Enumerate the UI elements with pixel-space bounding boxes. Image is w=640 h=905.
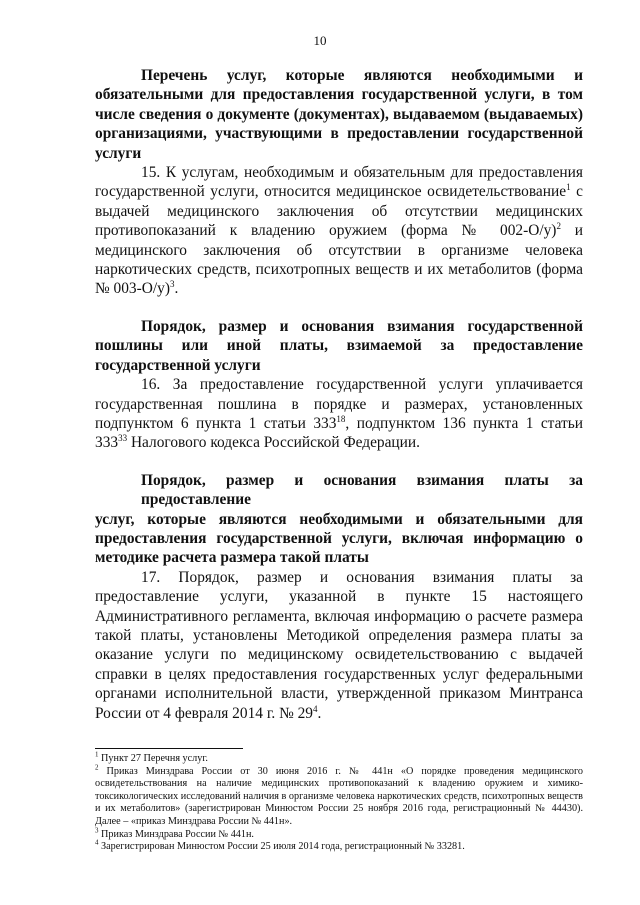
heading-line: обязательными для предоставления государственной услуги, в том: [95, 86, 583, 104]
footnote-ref[interactable]: 4: [313, 703, 318, 714]
paragraph-text: 17. Порядок, размер и основания взимания платы за предоставление услуги, указанной в пункте 15 настоящего Административного регламента, включая информацию о расчете размера такой платы, установлены Методикой определения размера платы за оказание услуги по медицинскому освидетельствованию с выдачей справки в целях предоставления государственных услуг федеральными органами исполнительной власти, утвержденной приказом Минтранса России от 4 февраля 2014 г. № 29: [95, 568, 583, 722]
footnote-ref[interactable]: 2: [556, 221, 561, 232]
heading-line: методике расчета размера такой платы: [95, 549, 369, 567]
footnote-number: 4: [95, 838, 99, 847]
heading-services-list: [95, 66, 583, 163]
paragraph-15: [95, 163, 583, 299]
heading-line: предоставления государственной услуги, включая информацию о: [95, 529, 583, 547]
paragraph-16: [95, 375, 583, 453]
heading-state-fee: [95, 317, 583, 375]
footnote-ref[interactable]: 1: [566, 182, 571, 193]
paragraph-text: и медицинского заключения об отсутствии в организме человека наркотических средств, психотропных веществ и их метаболитов (форма № 003-О/у): [95, 222, 583, 298]
paragraph-text: .: [174, 280, 179, 298]
heading-line: организациями, участвующими в предоставлении государственной: [95, 125, 583, 143]
paragraph-17: [95, 568, 583, 723]
footnote-text: Зарегистрирован Минюстом России 25 июля 2014 года, регистрационный № 33281.: [98, 841, 465, 853]
footnote-item: [95, 750, 583, 766]
footnote-divider: [95, 748, 243, 749]
footnote-number: 2: [95, 763, 99, 772]
footnote-number: 1: [95, 750, 99, 759]
footnote-item: [95, 763, 583, 829]
heading-line: услуги: [95, 144, 142, 162]
footnote-item: [95, 826, 583, 842]
page-content: [95, 66, 583, 741]
footnote-text: Приказ Минздрава России от 30 июня 2016 г. № 441н «О порядке проведения медицинского освидетельствования на наличие медицинских противопоказаний к владению оружием и химико-токсикологических исследований наличия в организме человека наркотических средств, психотропных веществ и их метаболитов» (зарегистрирован Минюстом России 25 ноября 2016 года, регистрационный № 44430). Далее – «приказ Минздрава России № 441н».: [95, 765, 583, 827]
footnote-ref[interactable]: 3: [169, 279, 175, 290]
paragraph-text: Налогового кодекса Российской Федерации.: [127, 434, 420, 452]
footnote-item: [95, 838, 583, 854]
heading-line: Порядок, размер и основания взимания государственной: [141, 317, 583, 335]
paragraph-text: 16. За предоставление государственной услуги уплачивается государственная пошлина в порядке и размерах, установленных подпунктом 6 пункта 1 статьи 333: [95, 376, 583, 432]
paragraph-text: , подпунктом 136 пункта 1 статьи 333: [95, 414, 583, 452]
footnote-number: 3: [95, 826, 99, 835]
heading-fee-procedure: [95, 471, 583, 568]
article-superscript: 33: [118, 433, 128, 444]
heading-line: услуг, которые являются необходимыми и обязательными для: [95, 510, 583, 528]
footnote-text: Пункт 27 Перечня услуг.: [98, 753, 208, 764]
article-superscript: 18: [336, 413, 346, 424]
heading-line: Перечень услуг, которые являются необходимыми и: [141, 67, 583, 84]
page-number: 10: [313, 33, 327, 48]
heading-line: Порядок, размер и основания взимания платы за предоставление: [141, 471, 583, 509]
paragraph-text: .: [317, 704, 322, 722]
heading-line: пошлины или иной платы, взимаемой за предоставление: [95, 337, 583, 355]
paragraph-text: 15. К услугам, необходимым и обязательным для предоставления государственной услуги, относится медицинское освидетельствование: [95, 164, 583, 201]
footnote-text: Приказ Минздрава России № 441н.: [98, 828, 254, 840]
heading-line: государственной услуги: [95, 356, 261, 374]
heading-line: числе сведения о документе (документах), выдаваемом (выдаваемых): [95, 105, 583, 123]
footnotes: [95, 748, 583, 854]
paragraph-text: с выдачей медицинского заключения об отсутствии медицинских противопоказаний к владению оружием (форма № 002-О/у): [95, 183, 583, 240]
